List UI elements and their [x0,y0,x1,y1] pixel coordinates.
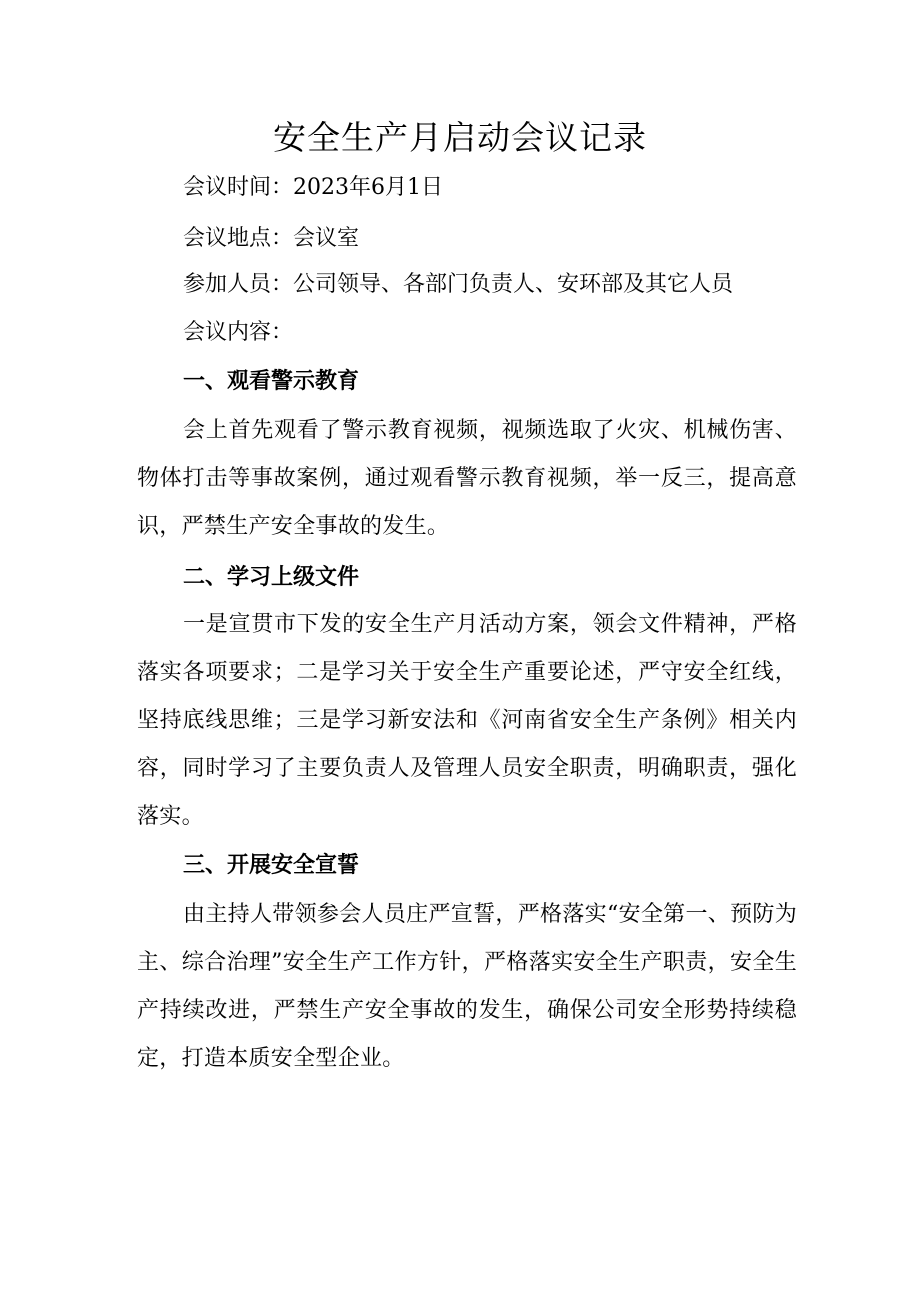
section-heading-3: 三、开展安全宣誓 [183,853,360,878]
document-title: 安全生产月启动会议记录 [273,118,647,157]
section-body-3: 由主持人带领参会人员庄严宣誓，严格落实“安全第一、预防为主、综合治理”安全生产工作方针，严格落实安全生产职责，安全生产持续改进，严禁生产安全事故的发生，确保公司安全形势持续稳定，打造本质安全型企业。 [137,902,797,1071]
section-heading-2: 二、学习上级文件 [183,565,360,590]
section-body-1: 会上首先观看了警示教育视频，视频选取了火灾、机械伤害、物体打击等事故案例，通过观看警示教育视频，举一反三，提高意识，严禁生产安全事故的发生。 [137,418,797,539]
meeting-time: 会议时间：2023年6月1日 [183,175,443,200]
meeting-content-label: 会议内容： [183,320,294,345]
section-body-2: 一是宣贯市下发的安全生产月活动方案，领会文件精神，严格落实各项要求；二是学习关于安全生产重要论述，严守安全红线，坚持底线思维；三是学习新安法和《河南省安全生产条例》相关内容，同时学习了主要负责人及管理人员安全职责，明确职责，强化落实。 [137,612,797,829]
meeting-attendees: 参加人员：公司领导、各部门负责人、安环部及其它人员 [183,272,734,297]
meeting-location: 会议地点：会议室 [183,226,360,251]
section-heading-1: 一、观看警示教育 [183,369,360,394]
